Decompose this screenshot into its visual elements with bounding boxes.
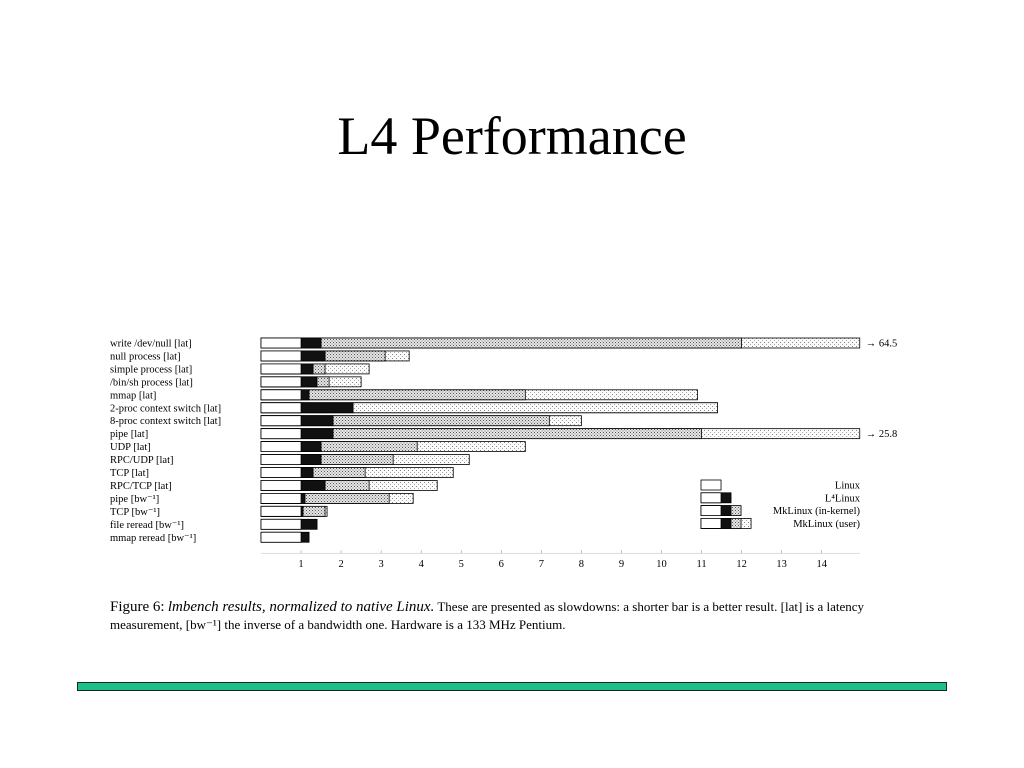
legend-label: L⁴Linux: [824, 493, 860, 505]
legend-swatch: [701, 493, 721, 503]
x-tick-label: 1: [298, 559, 304, 571]
bar-linux-5: [261, 403, 301, 413]
category-label: write /dev/null [lat]: [110, 338, 192, 350]
category-label: simple process [lat]: [110, 364, 193, 376]
category-labels-group: [110, 339, 221, 544]
x-tick-label: 3: [378, 559, 384, 571]
legend-label: MkLinux (user): [793, 518, 860, 530]
overflow-label: → 64.5: [865, 338, 898, 350]
x-tick-label: 9: [618, 559, 625, 571]
category-label: 2-proc context switch [lat]: [110, 403, 222, 415]
bar-linux-4: [261, 390, 301, 400]
bar-linux-8: [261, 442, 301, 452]
category-label: 8-proc context switch [lat]: [110, 416, 222, 428]
caption-figure-title: lmbench results, normalized to native Linux.: [167, 599, 435, 615]
bar-linux-15: [261, 532, 301, 542]
accent-rule: [77, 682, 947, 691]
bar-linux-9: [261, 455, 301, 465]
category-label: RPC/UDP [lat]: [110, 455, 174, 467]
legend-swatch: [701, 518, 721, 528]
category-label: RPC/TCP [lat]: [110, 480, 172, 492]
x-tick-label: 2: [338, 559, 344, 571]
legend-label: MkLinux (in-kernel): [772, 506, 860, 518]
category-label: mmap reread [bw⁻¹]: [110, 532, 197, 544]
x-tick-label: 14: [816, 559, 827, 571]
bar-linux-7: [261, 429, 301, 439]
x-tick-label: 8: [578, 559, 585, 571]
bar-linux-1: [261, 351, 301, 361]
category-label: mmap [lat]: [110, 390, 157, 402]
bar-mklinux-in-kernel--0: [261, 338, 742, 348]
slide-title: L4 Performance: [337, 106, 687, 166]
category-label: TCP [bw⁻¹]: [110, 506, 161, 518]
x-tick-label: 13: [776, 559, 787, 571]
bar-linux-0: [261, 338, 301, 348]
x-axis: [261, 550, 860, 570]
lmbench-bar-chart: [0, 330, 1024, 580]
figure-caption: [110, 598, 930, 633]
x-tick-label: 5: [458, 559, 464, 571]
legend-swatch: [701, 480, 721, 490]
bar-linux-3: [261, 377, 301, 387]
category-label: /bin/sh process [lat]: [110, 377, 193, 389]
category-label: pipe [lat]: [110, 429, 149, 441]
legend: [701, 480, 861, 530]
category-label: TCP [lat]: [110, 468, 149, 479]
x-tick-label: 11: [696, 559, 707, 571]
category-label: file reread [bw⁻¹]: [110, 519, 184, 531]
bar-linux-14: [261, 519, 301, 529]
overflow-label: → 25.8: [865, 429, 898, 441]
bar-linux-13: [261, 506, 301, 516]
bar-linux-6: [261, 416, 301, 426]
bar-linux-11: [261, 480, 301, 490]
x-tick-label: 12: [736, 559, 747, 571]
bar-linux-2: [261, 364, 301, 374]
x-tick-label: 4: [418, 559, 424, 571]
caption-body: These are presented as slowdowns: a shorter bar is a better result. [lat] is a latency measurement, [bw⁻¹] the inverse of a bandwidth one. Hardware is a 133 MHz Pentium.: [110, 599, 865, 632]
legend-swatch: [701, 506, 721, 516]
x-tick-label: 6: [498, 559, 504, 571]
category-label: pipe [bw⁻¹]: [110, 493, 160, 505]
caption-figure-label: Figure 6:: [110, 599, 165, 615]
bar-linux-12: [261, 493, 301, 503]
x-tick-label: 10: [656, 559, 667, 571]
category-label: UDP [lat]: [110, 442, 151, 454]
x-tick-label: 7: [538, 559, 544, 571]
bar-linux-10: [261, 468, 301, 478]
legend-label: Linux: [834, 480, 860, 492]
category-label: null process [lat]: [110, 351, 181, 363]
